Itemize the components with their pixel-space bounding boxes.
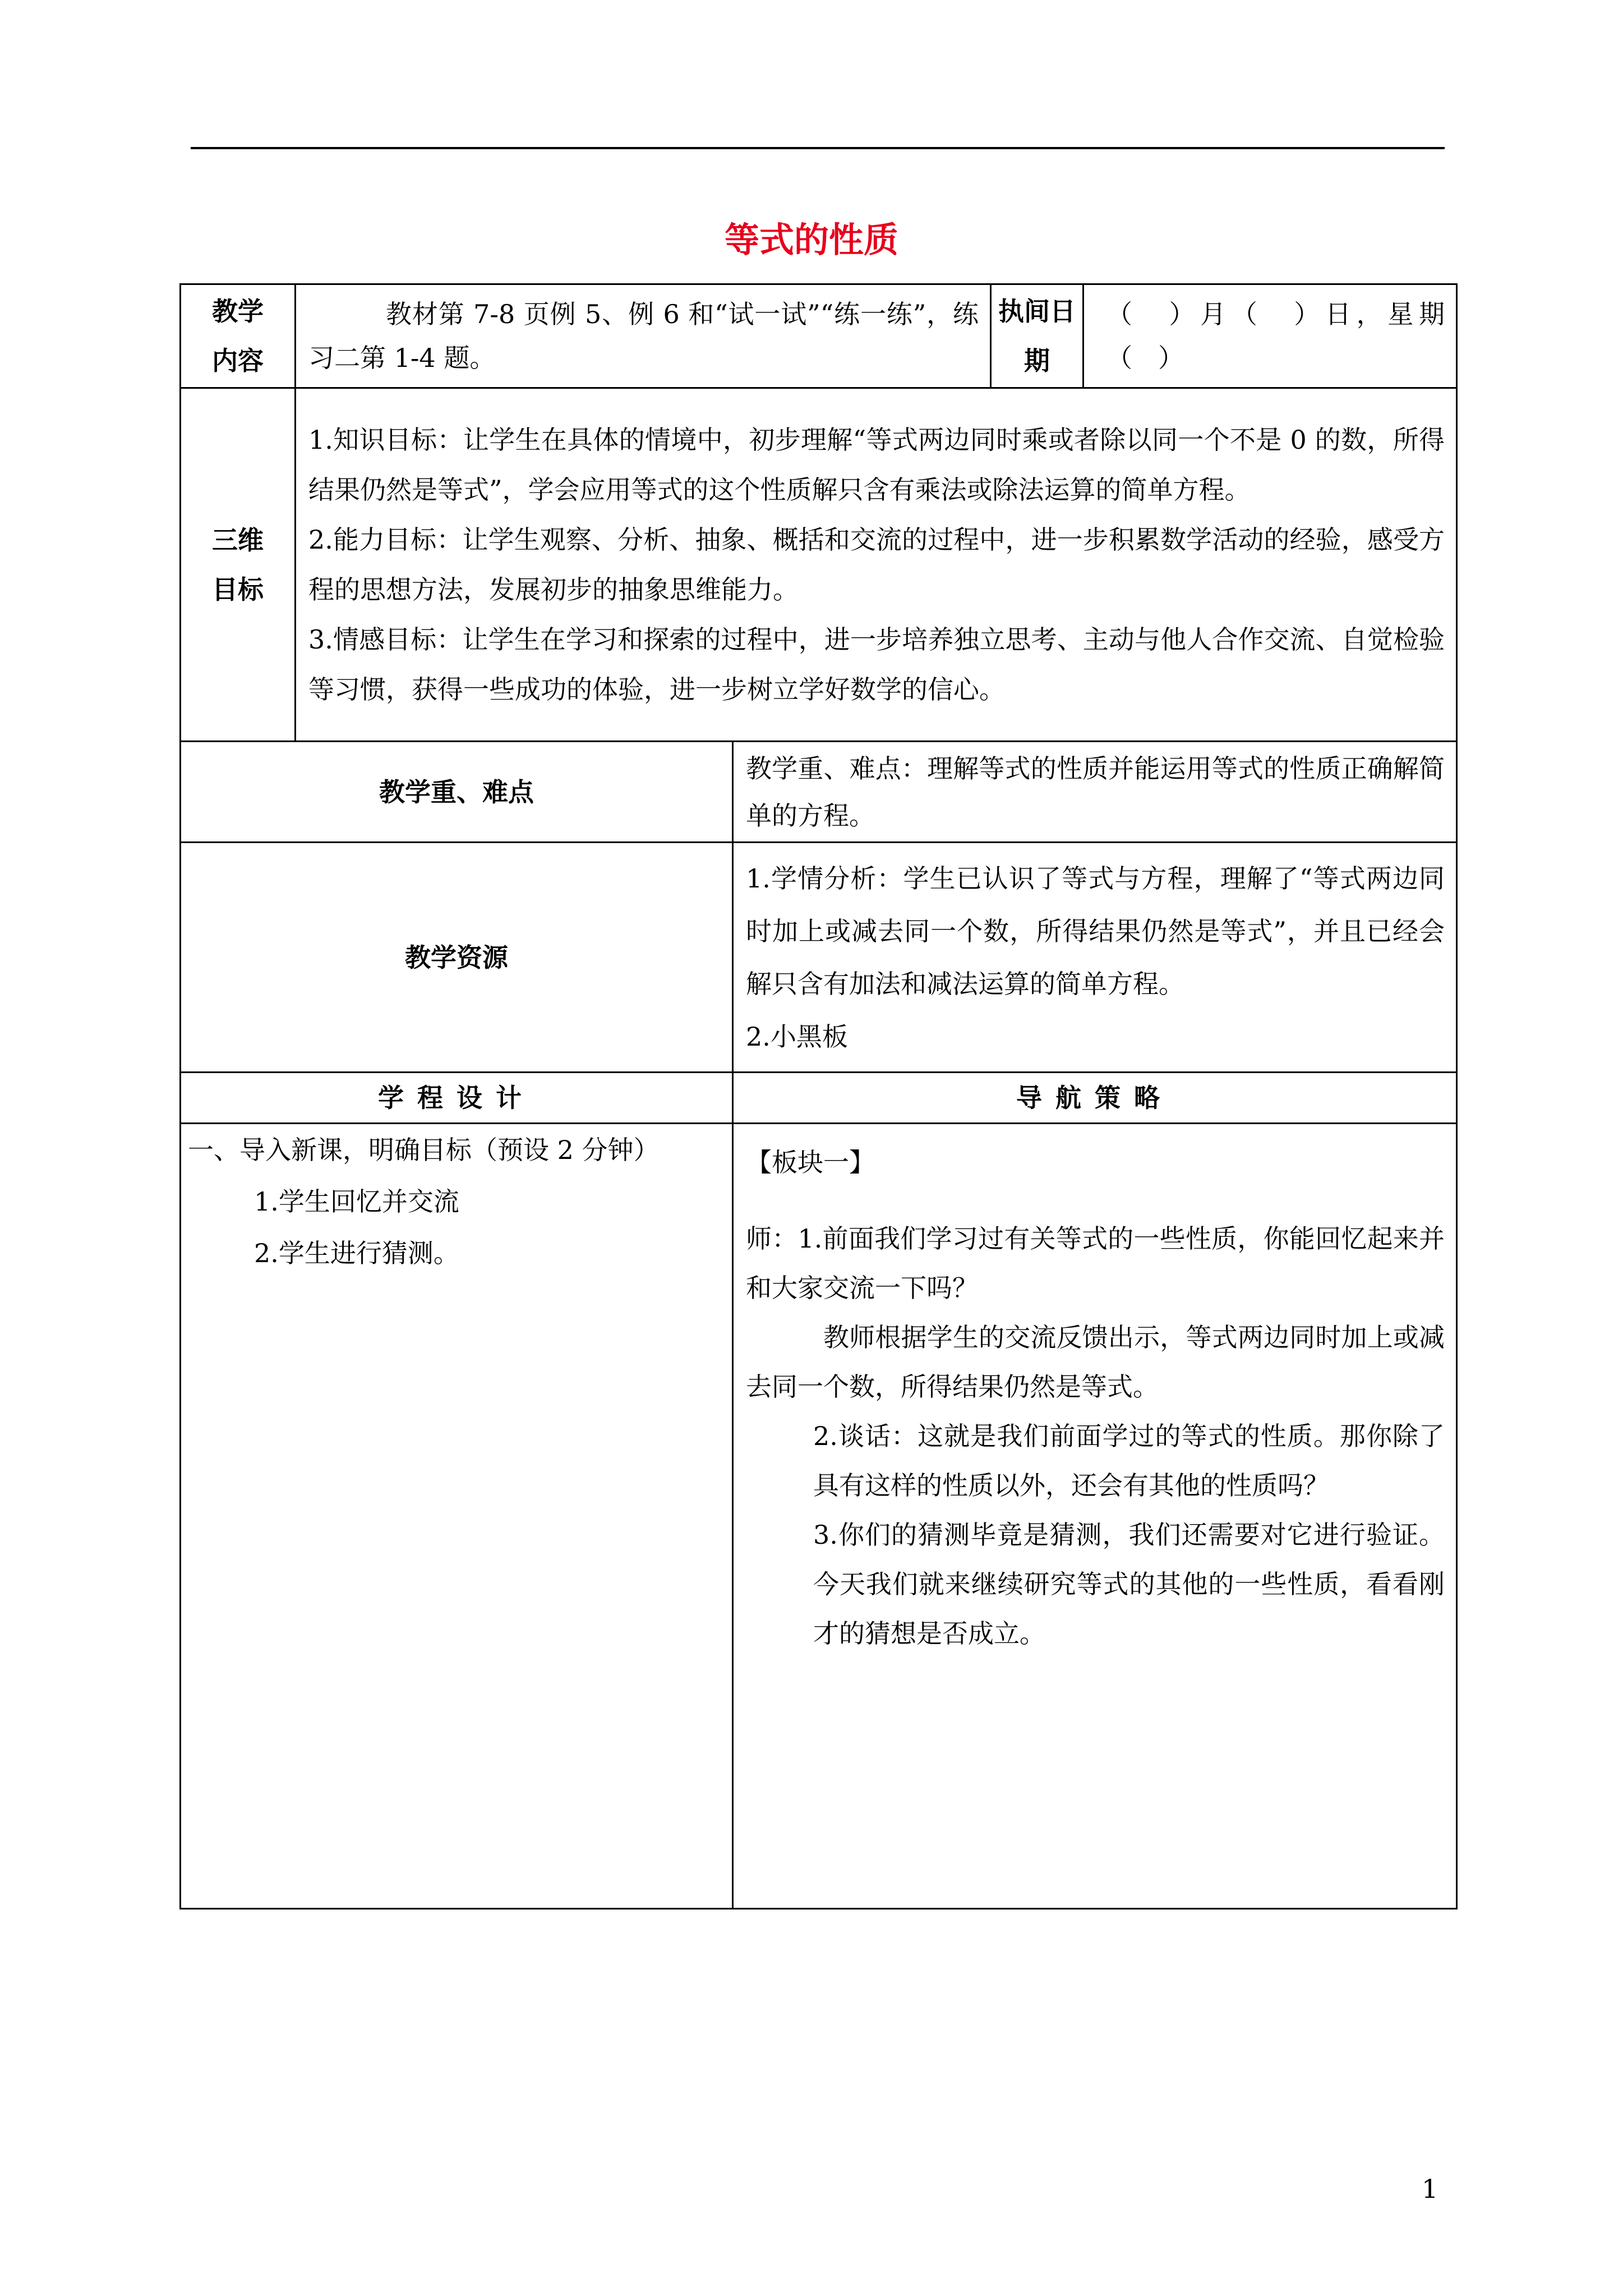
- teacher-question: 师：1.前面我们学习过有关等式的一些性质，你能回忆起来并和大家交流一下吗？: [746, 1223, 1445, 1303]
- label-date: 执间日 期: [991, 284, 1083, 388]
- row-section-headers: [181, 1073, 1457, 1124]
- header-rule: [191, 147, 1445, 149]
- stage-one-heading: 一、导入新课，明确目标（预设 2 分钟）: [188, 1135, 660, 1165]
- teaching-content-text: 教材第 7-8 页例 5、例 6 和“试一试”“练一练”，练习二第 1-4 题。: [296, 284, 991, 388]
- row-key-points: [181, 742, 1457, 843]
- label-goals: 三维 目标: [181, 388, 296, 742]
- header-learning-design: 学程设计: [181, 1073, 733, 1124]
- label-teaching-content: 教学 内容: [181, 284, 296, 388]
- date-value: （ ）月（ ）日，星期（ ）: [1083, 284, 1457, 388]
- goal-ability: 2.能力目标：让学生观察、分析、抽象、概括和交流的过程中，进一步积累数学活动的经验，感受方程的思想方法，发展初步的抽象思维能力。: [308, 524, 1445, 605]
- key-points-text: 教学重、难点：理解等式的性质并能运用等式的性质正确解简单的方程。: [733, 742, 1457, 843]
- teacher-talk: 2.谈话：这就是我们前面学过的等式的性质。那你除了具有这样的性质以外，还会有其他的性质吗？ 3.你们的猜测毕竟是猜测，我们还需要对它进行验证。今天我们就来继续研究等式的其他的一些性质，看看刚才的猜想是否成立。: [813, 1421, 1445, 1649]
- teacher-summary: 教师根据学生的交流反馈出示，等式两边同时加上或减去同一个数，所得结果仍然是等式。: [746, 1322, 1445, 1402]
- label-resources: 教学资源: [181, 843, 733, 1073]
- row-body: [181, 1124, 1457, 1909]
- lesson-plan-table: [179, 283, 1458, 1910]
- navigation-strategy-cell: [733, 1124, 1457, 1909]
- row-resources: [181, 843, 1457, 1073]
- row-teaching-content: [181, 284, 1457, 388]
- learning-design-cell: [181, 1124, 733, 1909]
- goal-emotion: 3.情感目标：让学生在学习和探索的过程中，进一步培养独立思考、主动与他人合作交流、自觉检验等习惯，获得一些成功的体验，进一步树立学好数学的信心。: [308, 624, 1445, 705]
- row-goals: [181, 388, 1457, 742]
- resources-text: [733, 843, 1457, 1073]
- step-guess: 2.学生进行猜测。: [254, 1238, 459, 1268]
- page-number: 1: [1422, 2174, 1438, 2204]
- resource-analysis: 1.学情分析：学生已认识了等式与方程，理解了“等式两边同时加上或减去同一个数，所得结果仍然是等式”，并且已经会解只含有加法和减法运算的简单方程。: [746, 863, 1445, 999]
- step-recall: 1.学生回忆并交流: [254, 1186, 459, 1217]
- header-navigation-strategy: 导航策略: [733, 1073, 1457, 1124]
- label-key-points: 教学重、难点: [181, 742, 733, 843]
- page-title: 等式的性质: [724, 219, 898, 260]
- block-one-label: 【板块一】: [746, 1147, 875, 1177]
- goal-knowledge: 1.知识目标：让学生在具体的情境中，初步理解“等式两边同时乘或者除以同一个不是 0 的数，所得结果仍然是等式”，学会应用等式的这个性质解只含有乘法或除法运算的简单方程。: [308, 424, 1445, 505]
- resource-blackboard: 2.小黑板: [746, 1021, 848, 1052]
- goals-text: [296, 388, 1457, 742]
